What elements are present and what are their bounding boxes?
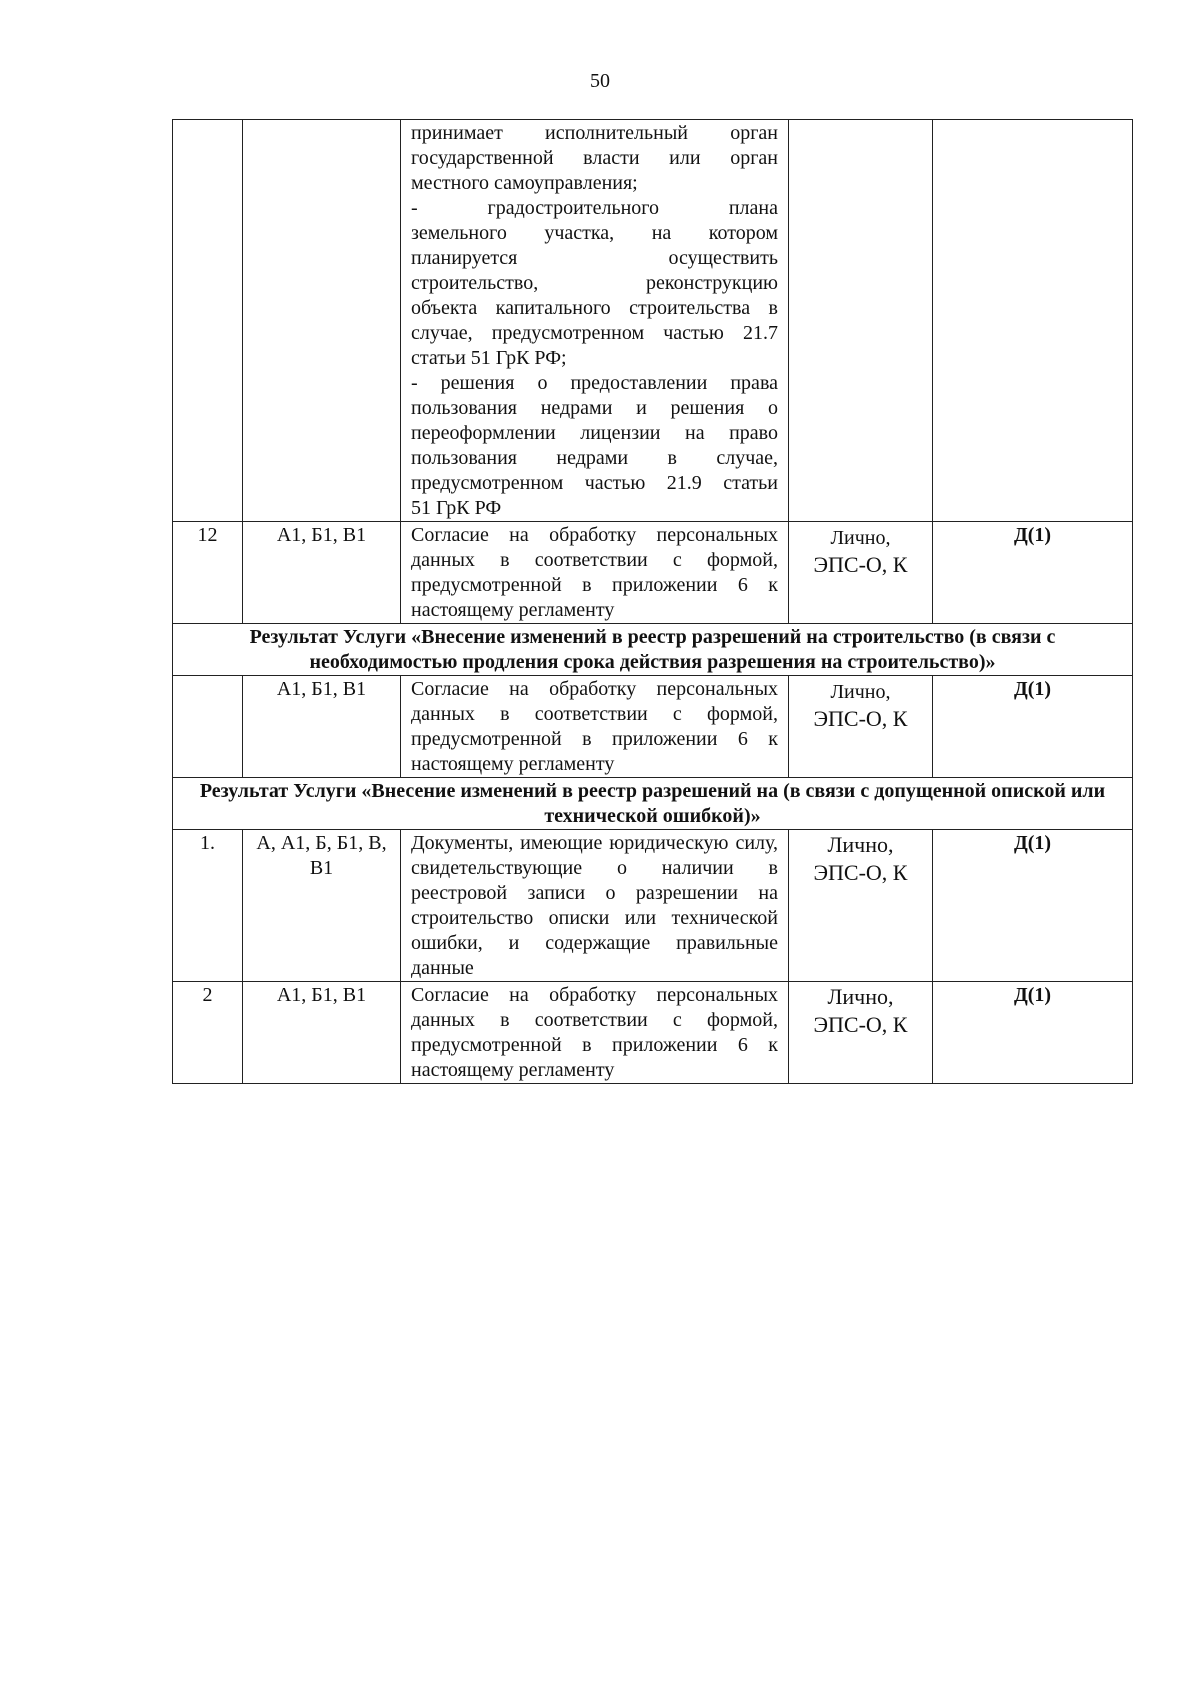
description-line: земельного участка, на котором <box>411 222 778 244</box>
row-method: Лично, ЭПС-О, К <box>789 982 933 1084</box>
row-description: Согласие на обработку персональных данных в соответствии с формой, предусмотренной в приложении 6 к настоящему регламенту <box>401 522 789 624</box>
row-description: Документы, имеющие юридическую силу, свидетельствующие о наличии в реестровой записи о разрешении на строительство описки или технической ошибки, и содержащие правильные данные <box>401 830 789 982</box>
row-description: Согласие на обработку персональных данных в соответствии с формой, предусмотренной в приложении 6 к настоящему регламенту <box>401 982 789 1084</box>
row-description: Согласие на обработку персональных данных в соответствии с формой, предусмотренной в приложении 6 к настоящему регламенту <box>401 676 789 778</box>
section-heading: Результат Услуги «Внесение изменений в реестр разрешений на строительство (в связи с необходимостью продления срока действия разрешения на строительство)» <box>173 624 1133 676</box>
table-row <box>173 522 1133 624</box>
row-number: 1. <box>173 830 243 982</box>
description-line: - решения о предоставлении права <box>411 372 778 394</box>
description-line: пользования недрами в случае, <box>411 447 778 469</box>
documents-table <box>172 119 1133 1084</box>
description-line: объекта капитального строительства в <box>411 297 778 319</box>
row-categories <box>243 120 401 522</box>
row-number <box>173 676 243 778</box>
description-line: пользования недрами и решения о <box>411 397 778 419</box>
row-categories: А1, Б1, В1 <box>243 522 401 624</box>
description-line: предусмотренном частью 21.9 статьи <box>411 472 778 494</box>
table-row-continuation <box>173 120 1133 522</box>
method-line-2: ЭПС-О, К <box>813 706 908 731</box>
row-form: Д(1) <box>933 676 1133 778</box>
row-description <box>401 120 789 522</box>
section-heading-row <box>173 624 1133 676</box>
row-method <box>789 522 933 624</box>
row-number <box>173 120 243 522</box>
method-line-2: ЭПС-О, К <box>813 552 908 577</box>
method-line-1: Лично, <box>830 681 891 703</box>
page-number: 50 <box>590 70 610 92</box>
row-method <box>789 120 933 522</box>
description-line: местного самоуправления; <box>411 172 638 194</box>
row-number: 12 <box>173 522 243 624</box>
description-line: государственной власти или орган <box>411 147 778 169</box>
row-categories: А1, Б1, В1 <box>243 982 401 1084</box>
description-line: случае, предусмотренном частью 21.7 <box>411 322 778 344</box>
row-method: Лично, ЭПС-О, К <box>789 830 933 982</box>
table-row <box>173 982 1133 1084</box>
row-method <box>789 676 933 778</box>
description-line: 51 ГрК РФ <box>411 497 502 519</box>
table-row <box>173 676 1133 778</box>
description-line: планируется осуществить <box>411 247 778 269</box>
description-line: переоформлении лицензии на право <box>411 422 778 444</box>
description-line: строительство, реконструкцию <box>411 272 778 294</box>
table-row <box>173 830 1133 982</box>
row-form: Д(1) <box>933 982 1133 1084</box>
section-heading-row <box>173 778 1133 830</box>
row-categories: А1, Б1, В1 <box>243 676 401 778</box>
row-form <box>933 120 1133 522</box>
row-number: 2 <box>173 982 243 1084</box>
description-line: статьи 51 ГрК РФ; <box>411 347 567 369</box>
row-form: Д(1) <box>933 830 1133 982</box>
row-categories: А, А1, Б, Б1, В, В1 <box>243 830 401 982</box>
description-line: принимает исполнительный орган <box>411 122 778 144</box>
method-line-1: Лично, <box>830 527 891 549</box>
row-form: Д(1) <box>933 522 1133 624</box>
description-line: - градостроительного плана <box>411 197 778 219</box>
section-heading: Результат Услуги «Внесение изменений в реестр разрешений на (в связи с допущенной опиской или технической ошибкой)» <box>173 778 1133 830</box>
